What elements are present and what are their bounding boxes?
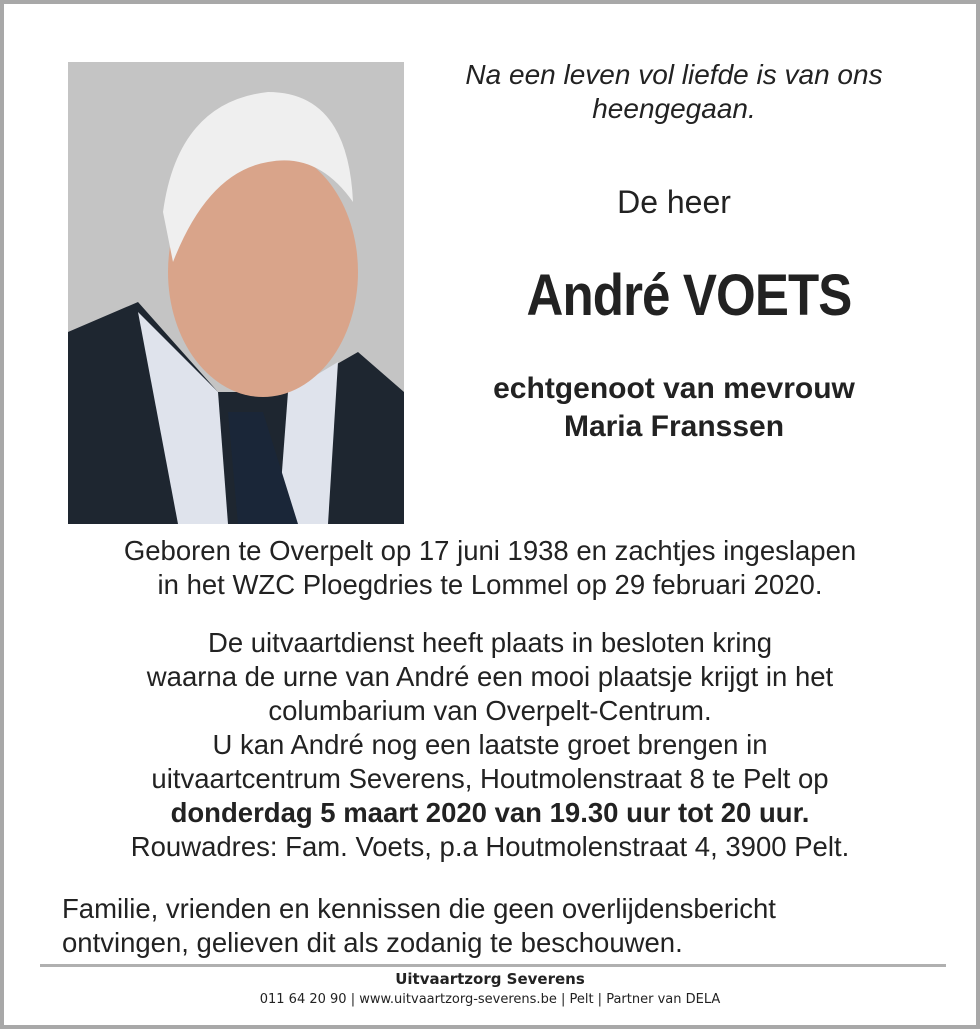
intro-line: Na een leven vol liefde is van ons: [465, 59, 883, 90]
spouse-line: echtgenoot van mevrouw: [493, 372, 855, 405]
service-line: columbarium van Overpelt-Centrum.: [268, 695, 712, 726]
spouse-name: Maria Franssen: [563, 410, 785, 443]
honorific: De heer: [617, 184, 731, 220]
service-text: [4, 626, 976, 864]
family-note: [62, 892, 776, 960]
born-line: Geboren te Overpelt op 17 juni 1938 en zachtjes ingeslapen: [123, 535, 857, 566]
service-line: uitvaartcentrum Severens, Houtmolenstraat 8 te Pelt op: [151, 763, 829, 794]
born-line: in het WZC Ploegdries te Lommel op 29 februari 2020.: [157, 569, 823, 600]
birth-death-text: [4, 534, 976, 602]
funeral-home-contact: 011 64 20 90 | www.uitvaartzorg-severens.be | Pelt | Partner van DELA: [259, 992, 721, 1007]
family-line: Familie, vrienden en kennissen die geen overlijdensbericht: [62, 893, 776, 924]
service-line: U kan André nog een laatste groet brengen in: [212, 729, 768, 760]
spouse-text: [434, 370, 914, 446]
intro-line: heengegaan.: [592, 93, 756, 124]
visit-time: donderdag 5 maart 2020 van 19.30 uur tot 20 uur.: [170, 797, 810, 828]
mourning-address: Rouwadres: Fam. Voets, p.a Houtmolenstraat 4, 3900 Pelt.: [130, 831, 850, 862]
divider: [40, 964, 946, 967]
intro-text: [434, 58, 914, 126]
funeral-home-name: Uitvaartzorg Severens: [395, 970, 585, 988]
service-line: De uitvaartdienst heeft plaats in besloten kring: [207, 627, 773, 658]
deceased-name: André VOETS: [526, 263, 852, 328]
family-line: ontvingen, gelieven dit als zodanig te beschouwen.: [62, 927, 683, 958]
service-line: waarna de urne van André een mooi plaatsje krijgt in het: [146, 661, 834, 692]
portrait-photo: [68, 62, 404, 524]
